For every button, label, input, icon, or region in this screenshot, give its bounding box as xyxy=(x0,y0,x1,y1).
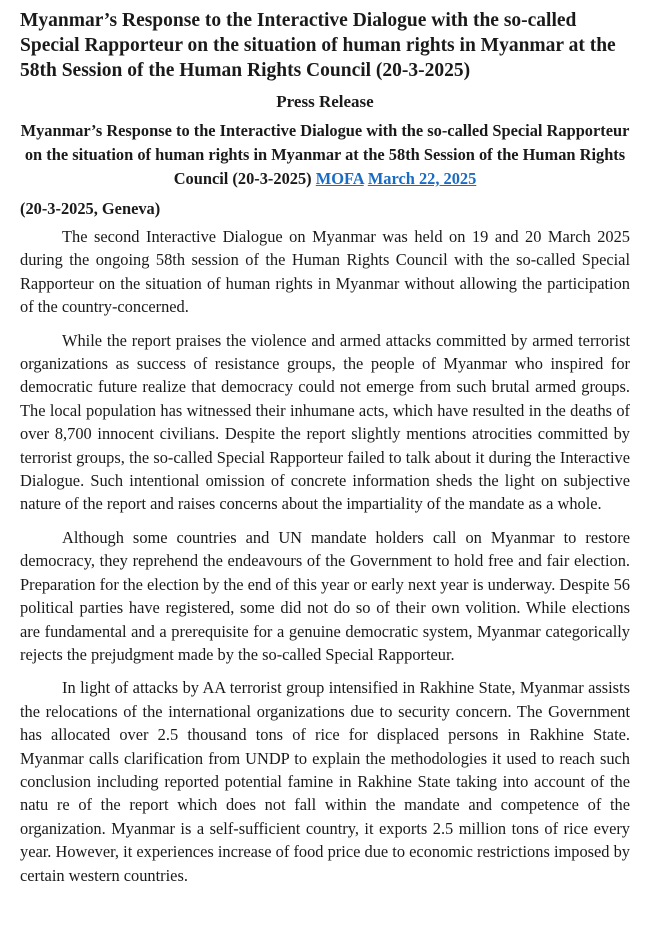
dateline: (20-3-2025, Geneva) xyxy=(20,199,161,218)
paragraph-2: While the report praises the violence and armed attacks committed by armed terrorist organizations as success of resistance groups, the people of Myanmar who inspired for democratic future realize that democracy could not emerge from such brutal armed groups. The local population has witnessed their inhumane acts, which have resulted in the deaths of over 8,700 innocent civilians. Despite the report slightly mentions atrocities committed by terrorist groups, the so-called Special Rapporteur failed to talk about it during the Interactive Dialogue. Such intentional omission of concrete information sheds the light on subjective nature of the report and raises concerns about the impartiality of the mandate as a whole. xyxy=(20,330,630,514)
sub-title-text: Myanmar’s Response to the Interactive Dialogue with the so-called Special Rapporteur on the situation of human rights in Myanmar at the 58th Session of the Human Rights Council (20-3-2025) xyxy=(20,121,630,188)
paragraph-3: Although some countries and UN mandate holders call on Myanmar to restore democracy, they reprehend the endeavours of the Government to hold free and fair election. Preparation for the election by the end of this year or early next year is underway. Despite 56 political parties have registered, some did not do so of their own volition. While elections are fundamental and a prerequisite for a genuine democratic system, Myanmar categorically rejects the prejudgment made by the so-called Special Rapporteur. xyxy=(20,527,630,664)
date-link[interactable]: March 22, 2025 xyxy=(367,169,477,188)
press-release-label: Press Release xyxy=(276,92,374,111)
paragraph-1: The second Interactive Dialogue on Myanmar was held on 19 and 20 March 2025 during the ongoing 58th session of the Human Rights Council with the so-called Special Rapporteur on the situation of human rights in Myanmar without allowing the participation of the country-concerned. xyxy=(20,227,630,317)
mofa-link[interactable]: MOFA xyxy=(315,169,364,188)
main-title: Myanmar’s Response to the Interactive Dialogue with the so-called Special Rapporteur on the situation of human rights in Myanmar at the 58th Session of the Human Rights Council (20-3-2025) xyxy=(20,10,616,81)
sub-title xyxy=(20,119,630,191)
paragraph-4: In light of attacks by AA terrorist group intensified in Rakhine State, Myanmar assists the relocations of the international organizations due to security concern. The Government has allocated over 2.5 thousand tons of rice for displaced persons in Rakhine State. Myanmar calls clarification from UNDP to explain the methodologies it used to reach such conclusion including reported potential famine in Rakhine State taking into account of the natu re of the report which does not fall within the mandate and competence of the organization. Myanmar is a self-sufficient country, it exports 2.5 million tons of rice every year. However, it experiences increase of food price due to economic restrictions imposed by certain western countries. xyxy=(20,678,630,885)
